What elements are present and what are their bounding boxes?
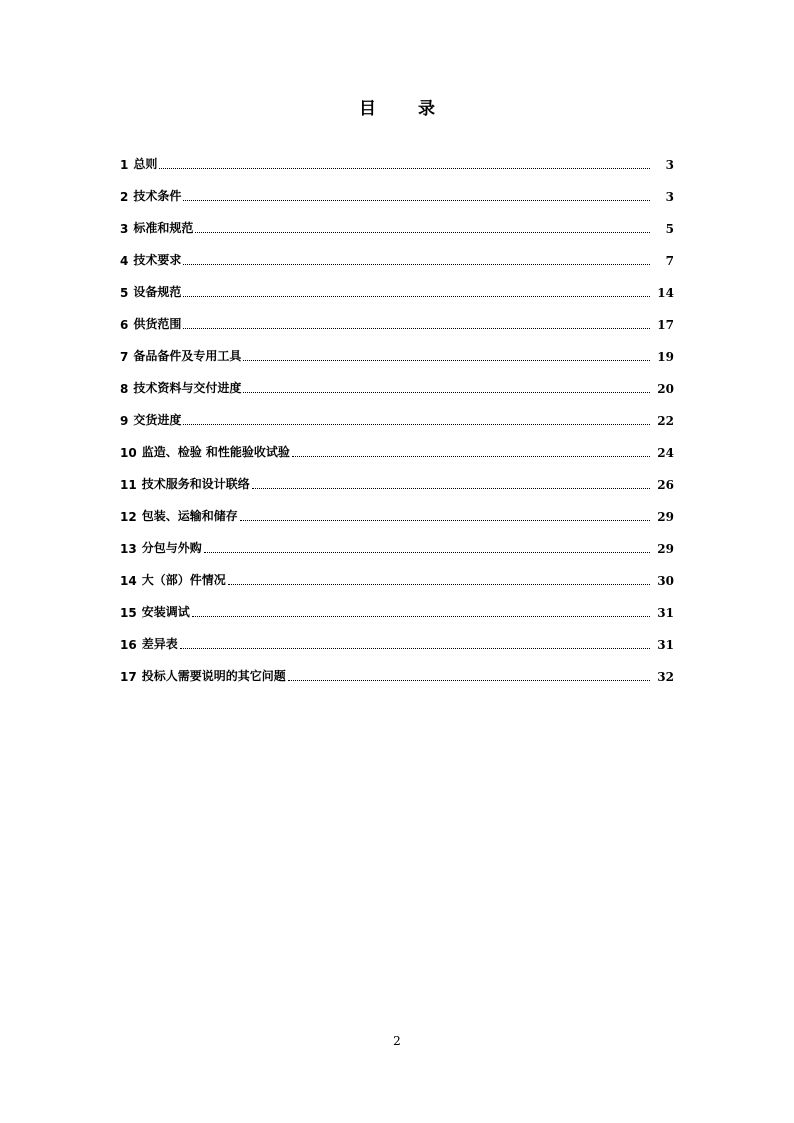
toc-entry-page: 30: [657, 574, 674, 588]
toc-entry-1[interactable]: [120, 140, 674, 172]
toc-entry-number: 15: [120, 606, 137, 620]
toc-entry-page: 7: [665, 254, 674, 268]
toc-entry-number: 1: [120, 158, 129, 172]
toc-leader: [183, 200, 650, 201]
toc-entry-label: 总则: [133, 157, 158, 171]
toc-entry-label: 技术资料与交付进度: [133, 381, 242, 395]
toc-entry-5[interactable]: [120, 268, 674, 300]
toc-leader: [292, 456, 650, 457]
toc-entry-17[interactable]: [120, 652, 674, 684]
toc-leader: [243, 360, 650, 361]
toc-leader: [204, 552, 650, 553]
toc-leader: [240, 520, 650, 521]
toc-entry-number: 8: [120, 382, 129, 396]
toc-entry-4[interactable]: [120, 236, 674, 268]
toc-entry-number: 4: [120, 254, 129, 268]
toc-entry-label: 技术条件: [133, 189, 182, 203]
toc-entry-label: 监造、检验 和性能验收试验: [141, 445, 290, 459]
toc-leader: [192, 616, 650, 617]
toc-entry-14[interactable]: [120, 556, 674, 588]
toc-leader: [195, 232, 650, 233]
toc-entry-number: 9: [120, 414, 129, 428]
toc-entry-11[interactable]: [120, 460, 674, 492]
toc-entry-page: 19: [657, 350, 674, 364]
toc-entry-number: 5: [120, 286, 129, 300]
toc-entry-number: 3: [120, 222, 129, 236]
toc-entry-7[interactable]: [120, 332, 674, 364]
toc-entry-page: 29: [657, 542, 674, 556]
toc-leader: [159, 168, 650, 169]
toc-leader: [243, 392, 650, 393]
toc-list: [120, 140, 674, 684]
toc-entry-number: 11: [120, 478, 137, 492]
toc-entry-number: 14: [120, 574, 137, 588]
toc-entry-number: 6: [120, 318, 129, 332]
toc-entry-16[interactable]: [120, 620, 674, 652]
toc-entry-number: 7: [120, 350, 129, 364]
toc-entry-number: 16: [120, 638, 137, 652]
toc-entry-label: 大（部）件情况: [141, 573, 226, 587]
toc-entry-page: 31: [657, 606, 674, 620]
toc-entry-page: 31: [657, 638, 674, 652]
toc-entry-page: 29: [657, 510, 674, 524]
toc-entry-13[interactable]: [120, 524, 674, 556]
toc-entry-number: 10: [120, 446, 137, 460]
toc-entry-label: 技术服务和设计联络: [141, 477, 250, 491]
toc-entry-label: 标准和规范: [133, 221, 194, 235]
toc-entry-page: 20: [657, 382, 674, 396]
toc-entry-label: 包装、运输和储存: [141, 509, 238, 523]
toc-entry-label: 备品备件及专用工具: [133, 349, 242, 363]
toc-entry-page: 32: [657, 670, 674, 684]
toc-entry-page: 22: [657, 414, 674, 428]
toc-entry-2[interactable]: [120, 172, 674, 204]
toc-entry-label: 交货进度: [133, 413, 182, 427]
toc-entry-3[interactable]: [120, 204, 674, 236]
toc-entry-label: 设备规范: [133, 285, 182, 299]
toc-entry-label: 投标人需要说明的其它问题: [141, 669, 286, 683]
toc-entry-number: 17: [120, 670, 137, 684]
toc-entry-6[interactable]: [120, 300, 674, 332]
toc-leader: [228, 584, 650, 585]
toc-leader: [183, 264, 650, 265]
toc-entry-label: 差异表: [141, 637, 178, 651]
toc-entry-label: 供货范围: [133, 317, 182, 331]
toc-entry-10[interactable]: [120, 428, 674, 460]
toc-leader: [180, 648, 650, 649]
toc-entry-15[interactable]: [120, 588, 674, 620]
toc-entry-page: 3: [665, 190, 674, 204]
toc-entry-page: 3: [665, 158, 674, 172]
toc-entry-page: 14: [657, 286, 674, 300]
toc-entry-page: 24: [657, 446, 674, 460]
toc-entry-8[interactable]: [120, 364, 674, 396]
toc-leader: [183, 424, 650, 425]
toc-entry-label: 安装调试: [141, 605, 190, 619]
toc-leader: [183, 296, 650, 297]
toc-entry-number: 12: [120, 510, 137, 524]
toc-entry-number: 2: [120, 190, 129, 204]
toc-leader: [183, 328, 650, 329]
toc-entry-9[interactable]: [120, 396, 674, 428]
toc-leader: [252, 488, 650, 489]
page-number: 2: [393, 1034, 401, 1048]
toc-leader: [288, 680, 650, 681]
toc-title: 目 录: [359, 99, 453, 119]
toc-entry-number: 13: [120, 542, 137, 556]
toc-entry-page: 5: [665, 222, 674, 236]
toc-entry-page: 26: [657, 478, 674, 492]
toc-entry-label: 分包与外购: [141, 541, 202, 555]
toc-entry-page: 17: [657, 318, 674, 332]
toc-entry-label: 技术要求: [133, 253, 182, 267]
toc-entry-12[interactable]: [120, 492, 674, 524]
